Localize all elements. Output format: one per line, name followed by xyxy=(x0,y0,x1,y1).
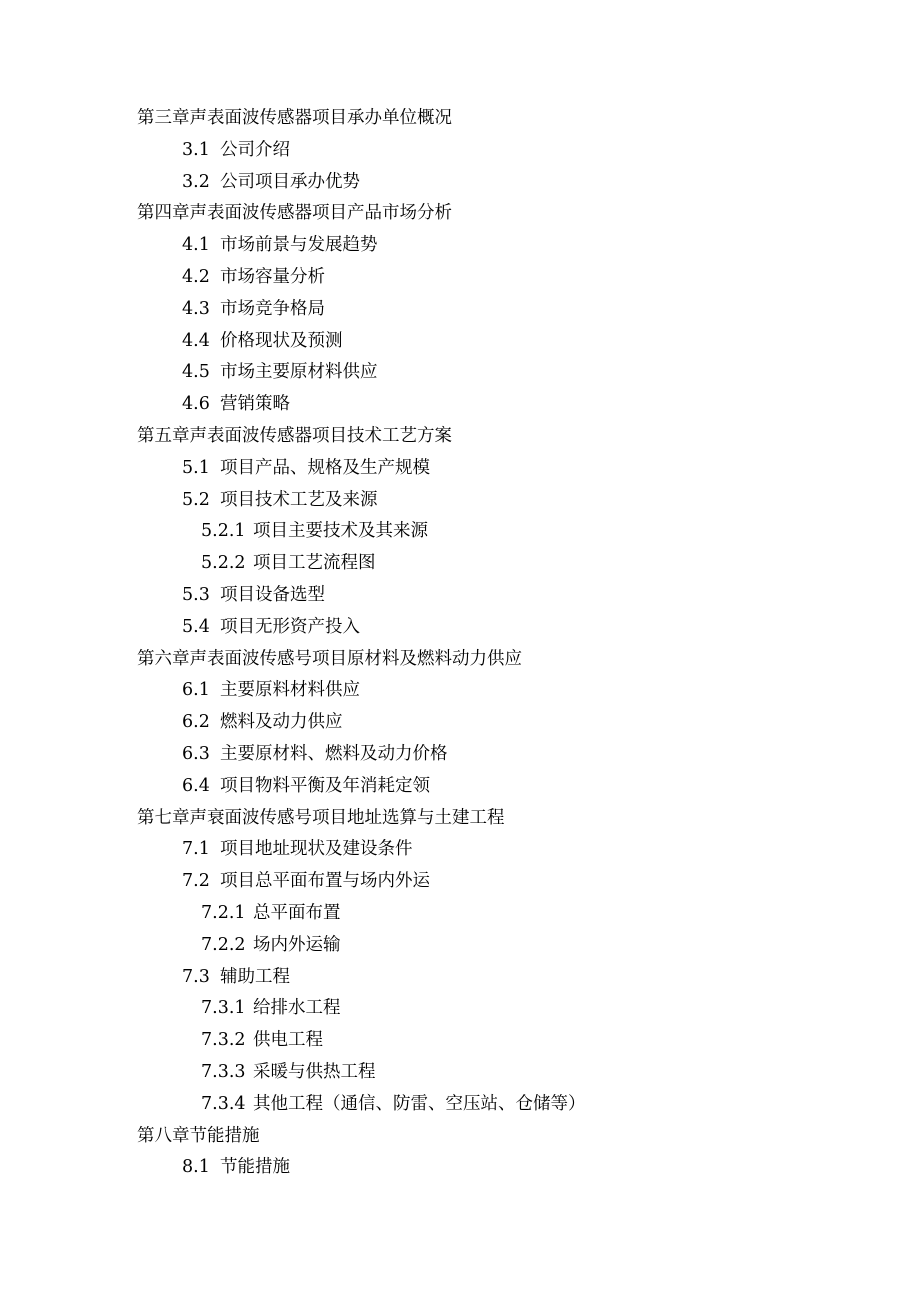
toc-entry-number: 6.1 xyxy=(182,680,210,701)
toc-entry-number: 7.3.3 xyxy=(201,1061,246,1082)
toc-entry-title: 给排水工程 xyxy=(253,998,341,1019)
toc-entry-number: 6.4 xyxy=(182,775,210,796)
toc-entry-title: 市场竞争格局 xyxy=(220,298,325,319)
toc-entry-title: 场内外运输 xyxy=(253,934,341,955)
toc-entry-title: 第四章声表面波传感器项目产品市场分析 xyxy=(137,203,452,224)
toc-entry-title: 辅助工程 xyxy=(220,966,290,987)
toc-entry-number: 8.1 xyxy=(182,1157,210,1178)
toc-section-entry xyxy=(0,326,920,358)
toc-entry-title: 燃料及动力供应 xyxy=(220,712,343,733)
toc-entry-number: 7.3.2 xyxy=(201,1030,246,1051)
toc-entry-number: 4.4 xyxy=(182,330,210,351)
toc-entry-title: 公司介绍 xyxy=(220,139,290,160)
toc-entry-title: 主要原材料、燃料及动力价格 xyxy=(220,743,448,764)
toc-entry-title: 价格现状及预测 xyxy=(220,330,343,351)
toc-entry-number: 6.3 xyxy=(182,743,210,764)
toc-entry-number: 7.2.1 xyxy=(201,902,246,923)
toc-entry-number: 7.2 xyxy=(182,871,210,892)
toc-entry-number: 4.2 xyxy=(182,266,210,287)
toc-section-entry xyxy=(0,771,920,803)
toc-entry-number: 7.1 xyxy=(182,839,210,860)
toc-chapter-heading xyxy=(0,103,920,135)
toc-entry-title: 主要原料材料供应 xyxy=(220,680,360,701)
toc-entry-title: 总平面布置 xyxy=(253,902,341,923)
toc-chapter-heading xyxy=(0,1121,920,1153)
toc-entry-title: 项目设备选型 xyxy=(220,584,325,605)
toc-entry-number: 5.1 xyxy=(182,457,210,478)
toc-subsection-entry xyxy=(0,993,920,1025)
toc-entry-number: 7.3 xyxy=(182,966,210,987)
toc-entry-title: 采暖与供热工程 xyxy=(253,1061,376,1082)
toc-section-entry xyxy=(0,580,920,612)
toc-entry-number: 7.3.4 xyxy=(201,1093,246,1114)
toc-entry-title: 营销策略 xyxy=(220,394,290,415)
toc-entry-number: 4.3 xyxy=(182,298,210,319)
toc-entry-title: 市场前景与发展趋势 xyxy=(220,235,378,256)
toc-entry-title: 项目主要技术及其来源 xyxy=(253,521,428,542)
toc-section-entry xyxy=(0,707,920,739)
toc-subsection-entry xyxy=(0,548,920,580)
toc-section-entry xyxy=(0,453,920,485)
toc-section-entry xyxy=(0,389,920,421)
table-of-contents xyxy=(0,103,920,1184)
toc-entry-number: 6.2 xyxy=(182,712,210,733)
toc-entry-number: 4.5 xyxy=(182,362,210,383)
toc-section-entry xyxy=(0,167,920,199)
toc-section-entry xyxy=(0,962,920,994)
toc-entry-title: 市场主要原材料供应 xyxy=(220,362,378,383)
toc-section-entry xyxy=(0,230,920,262)
toc-entry-title: 项目总平面布置与场内外运 xyxy=(220,871,430,892)
toc-entry-title: 项目地址现状及建设条件 xyxy=(220,839,413,860)
toc-subsection-entry xyxy=(0,1089,920,1121)
toc-section-entry xyxy=(0,135,920,167)
toc-entry-number: 7.3.1 xyxy=(201,998,246,1019)
toc-section-entry xyxy=(0,485,920,517)
toc-entry-title: 项目产品、规格及生产规模 xyxy=(220,457,430,478)
toc-entry-number: 7.2.2 xyxy=(201,934,246,955)
toc-subsection-entry xyxy=(0,1025,920,1057)
toc-entry-number: 4.6 xyxy=(182,394,210,415)
toc-section-entry xyxy=(0,294,920,326)
toc-entry-number: 4.1 xyxy=(182,235,210,256)
toc-entry-title: 其他工程（通信、防雷、空压站、仓储等） xyxy=(253,1093,586,1114)
toc-section-entry xyxy=(0,739,920,771)
toc-entry-title: 第三章声表面波传感器项目承办单位概况 xyxy=(137,108,452,128)
toc-entry-number: 5.2.2 xyxy=(201,553,246,574)
toc-entry-title: 项目技术工艺及来源 xyxy=(220,489,378,510)
toc-entry-title: 第六章声表面波传感号项目原材料及燃料动力供应 xyxy=(137,648,522,669)
toc-entry-number: 3.1 xyxy=(182,139,210,160)
toc-section-entry xyxy=(0,262,920,294)
toc-chapter-heading xyxy=(0,644,920,676)
toc-entry-title: 项目无形资产投入 xyxy=(220,616,360,637)
toc-subsection-entry xyxy=(0,898,920,930)
toc-entry-number: 5.4 xyxy=(182,616,210,637)
toc-chapter-heading xyxy=(0,198,920,230)
toc-section-entry xyxy=(0,834,920,866)
toc-chapter-heading xyxy=(0,803,920,835)
toc-section-entry xyxy=(0,357,920,389)
toc-entry-title: 第八章节能措施 xyxy=(137,1125,260,1146)
toc-section-entry xyxy=(0,866,920,898)
toc-entry-title: 市场容量分析 xyxy=(220,266,325,287)
toc-entry-number: 5.2.1 xyxy=(201,521,246,542)
toc-entry-title: 项目工艺流程图 xyxy=(253,553,376,574)
toc-chapter-heading xyxy=(0,421,920,453)
toc-subsection-entry xyxy=(0,1057,920,1089)
toc-entry-number: 5.2 xyxy=(182,489,210,510)
toc-entry-title: 第五章声表面波传感器项目技术工艺方案 xyxy=(137,425,452,446)
toc-entry-title: 第七章声衰面波传感号项目地址选算与土建工程 xyxy=(137,807,505,828)
toc-entry-title: 公司项目承办优势 xyxy=(220,171,360,192)
toc-entry-number: 3.2 xyxy=(182,171,210,192)
toc-entry-number: 5.3 xyxy=(182,584,210,605)
toc-entry-title: 供电工程 xyxy=(253,1030,323,1051)
toc-entry-title: 项目物料平衡及年消耗定领 xyxy=(220,775,430,796)
toc-subsection-entry xyxy=(0,516,920,548)
toc-subsection-entry xyxy=(0,930,920,962)
toc-entry-title: 节能措施 xyxy=(220,1157,290,1178)
toc-section-entry xyxy=(0,675,920,707)
toc-section-entry xyxy=(0,1152,920,1184)
toc-section-entry xyxy=(0,612,920,644)
